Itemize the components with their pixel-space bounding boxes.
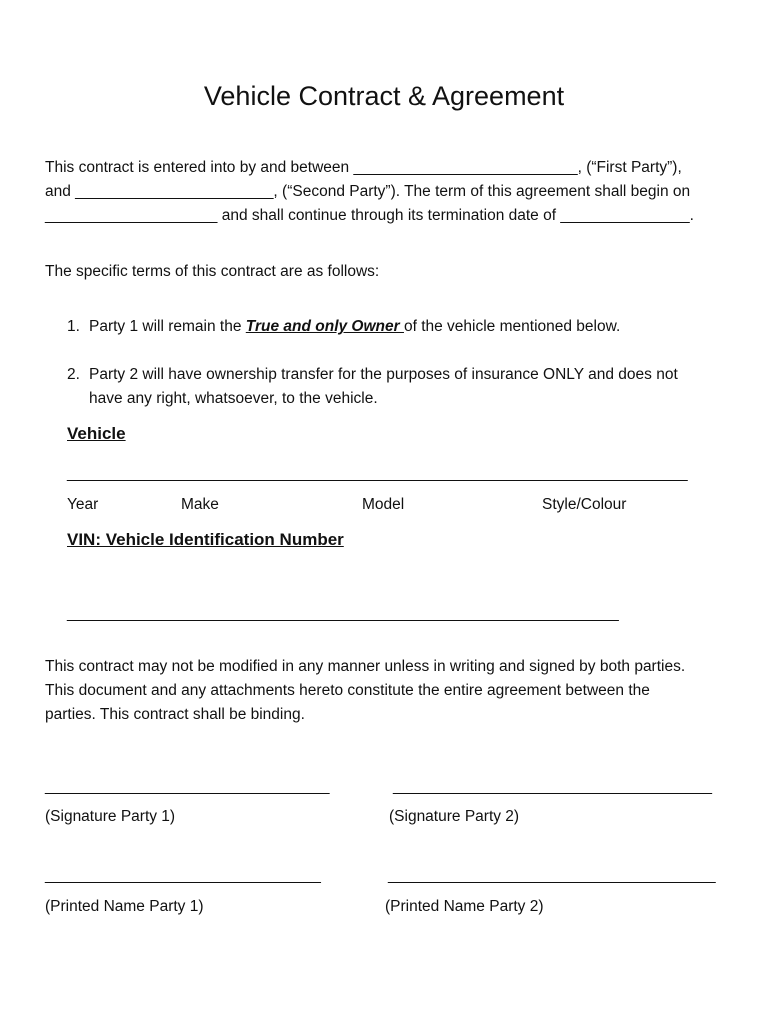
term-number: 2. <box>67 366 80 383</box>
vin-heading: VIN: Vehicle Identification Number <box>67 530 344 549</box>
signature-line-party-1: _________________________________ <box>45 778 330 795</box>
intro-line: and _______________________, (“Second Party”). The term of this agreement shall begin on <box>45 183 691 200</box>
intro-line: This contract is entered into by and between __________________________, (“First Party”), <box>45 159 682 176</box>
printed-name-line-party-2: ______________________________________ <box>388 867 716 884</box>
vehicle-heading: Vehicle <box>67 424 126 443</box>
signature-line-party-2: _____________________________________ <box>393 778 712 795</box>
closing-line: This contract may not be modified in any manner unless in writing and signed by both parties. <box>45 658 686 675</box>
vehicle-field-make: Make <box>181 496 219 513</box>
signature-label-party-1: (Signature Party 1) <box>45 808 176 825</box>
term-text: have any right, whatsoever, to the vehicle. <box>89 390 378 407</box>
document-title: Vehicle Contract & Agreement <box>203 81 565 111</box>
term-emphasis: True and only Owner <box>245 318 404 335</box>
printed-name-label-party-1: (Printed Name Party 1) <box>45 898 204 915</box>
printed-name-label-party-2: (Printed Name Party 2) <box>385 898 544 915</box>
term-text: of the vehicle mentioned below. <box>403 318 621 335</box>
intro-line: ____________________ and shall continue through its termination date of _______________. <box>45 207 694 224</box>
vehicle-field-model: Model <box>362 496 405 513</box>
vehicle-blank-line: ________________________________________________________________________ <box>67 465 688 482</box>
term-text: Party 1 will remain the <box>89 318 246 335</box>
vehicle-field-style-colour: Style/Colour <box>542 496 627 513</box>
vehicle-field-year: Year <box>67 496 99 513</box>
terms-lead: The specific terms of this contract are as follows: <box>45 263 380 280</box>
closing-line: This document and any attachments hereto constitute the entire agreement between the <box>45 682 650 699</box>
signature-label-party-2: (Signature Party 2) <box>389 808 520 825</box>
term-item-1 <box>67 315 620 339</box>
printed-name-line-party-1: ________________________________ <box>45 867 321 884</box>
vin-blank-line: ________________________________________________________________ <box>67 605 619 622</box>
closing-line: parties. This contract shall be binding. <box>45 706 305 723</box>
term-text: Party 2 will have ownership transfer for the purposes of insurance ONLY and does not <box>89 366 678 383</box>
term-number: 1. <box>67 318 80 335</box>
